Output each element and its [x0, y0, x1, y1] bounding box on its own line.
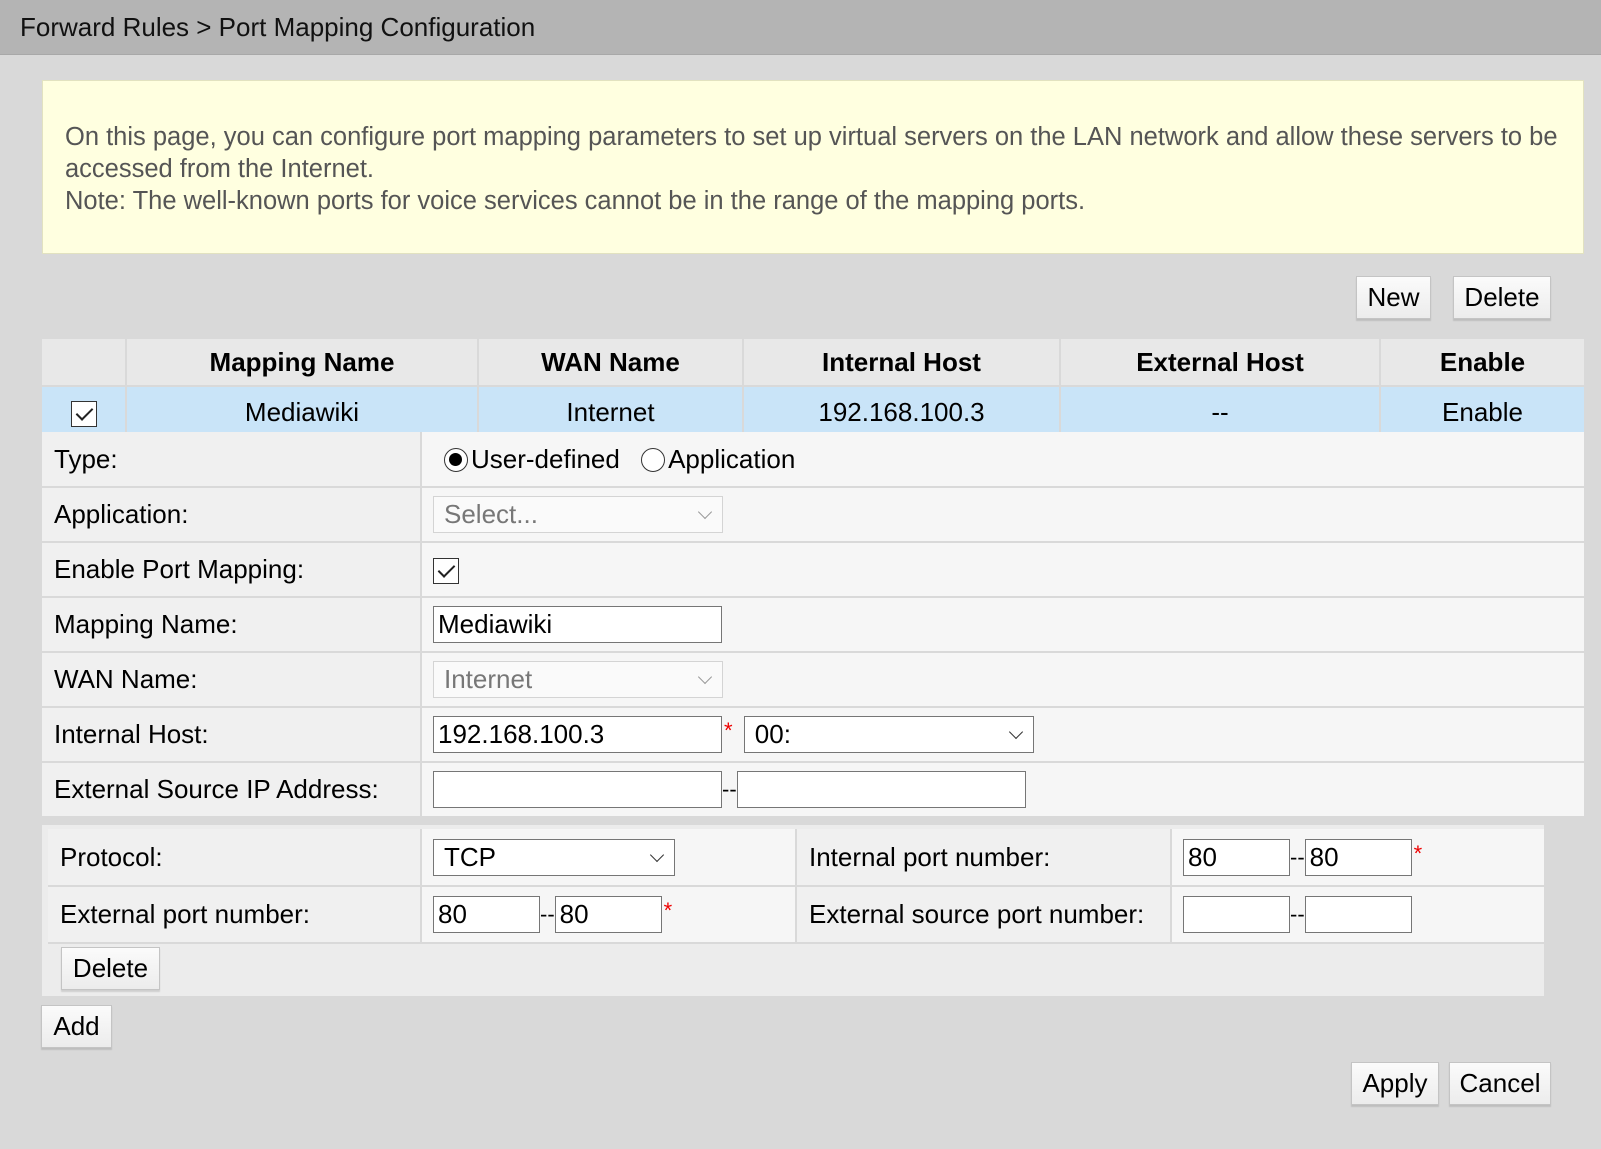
enable-port-mapping-field [421, 542, 1584, 597]
range-separator: -- [1290, 844, 1305, 869]
config-form [42, 432, 1584, 818]
form-row-application [42, 487, 1584, 542]
column-header-wan-name: WAN Name [478, 339, 743, 386]
internal-host-input[interactable]: 192.168.100.3 [433, 716, 722, 753]
cell-enable: Enable [1380, 386, 1584, 437]
external-source-port-start-input[interactable] [1183, 896, 1290, 933]
wan-name-field [421, 652, 1584, 707]
form-row-enable [42, 542, 1584, 597]
info-box [42, 80, 1584, 254]
add-button[interactable]: Add [41, 1005, 112, 1048]
protocol-field [421, 829, 796, 886]
wan-name-select[interactable] [433, 661, 723, 698]
internal-port-label: Internal port number: [796, 829, 1171, 886]
cell-mapping-name: Mediawiki [126, 386, 478, 437]
external-source-ip-field [421, 762, 1584, 817]
protocol-select[interactable] [433, 839, 675, 876]
external-source-ip-label: External Source IP Address: [42, 762, 421, 817]
protocol-select-value: TCP [444, 841, 496, 872]
external-source-ip-end-input[interactable] [737, 771, 1026, 808]
info-note: Note: The well-known ports for voice services cannot be in the range of the mapping ports. [65, 187, 1086, 215]
required-mark: * [724, 718, 733, 743]
new-button[interactable]: New [1356, 276, 1431, 319]
form-row-type [42, 432, 1584, 487]
row-select-cell [42, 386, 126, 437]
chevron-down-icon [650, 847, 664, 861]
row-checkbox[interactable] [71, 401, 97, 427]
column-header-enable: Enable [1380, 339, 1584, 386]
enable-port-mapping-checkbox[interactable] [433, 558, 459, 584]
radio-application-label: Application [668, 444, 796, 475]
column-header-internal-host: Internal Host [743, 339, 1060, 386]
header-bar [0, 0, 1601, 55]
cell-external-host: -- [1060, 386, 1380, 437]
external-port-label: External port number: [48, 886, 421, 943]
enable-port-mapping-label: Enable Port Mapping: [42, 542, 421, 597]
protocol-label: Protocol: [48, 829, 421, 886]
wan-name-label: WAN Name: [42, 652, 421, 707]
external-port-end-input[interactable]: 80 [555, 896, 662, 933]
cell-wan-name: Internet [478, 386, 743, 437]
port-settings-panel [42, 825, 1544, 996]
external-source-port-end-input[interactable] [1305, 896, 1412, 933]
external-source-port-label: External source port number: [796, 886, 1171, 943]
external-source-port-field [1171, 886, 1544, 943]
port-row-2 [48, 886, 1544, 943]
apply-button[interactable]: Apply [1351, 1062, 1439, 1105]
delete-button[interactable]: Delete [1453, 276, 1551, 319]
internal-host-label: Internal Host: [42, 707, 421, 762]
select-column-header [42, 339, 126, 386]
range-separator: -- [540, 901, 555, 927]
mapping-table [42, 339, 1584, 437]
internal-host-device-value: 00: [754, 719, 791, 749]
type-field [421, 432, 1584, 487]
external-source-ip-start-input[interactable] [433, 771, 722, 808]
internal-host-field [421, 707, 1584, 762]
radio-user-defined-label: User-defined [471, 444, 620, 475]
application-select-value: Select... [444, 499, 538, 529]
internal-port-end-input[interactable]: 80 [1305, 839, 1412, 876]
mapping-name-input[interactable]: Mediawiki [433, 606, 722, 643]
radio-application[interactable] [641, 448, 665, 472]
column-header-external-host: External Host [1060, 339, 1380, 386]
delete-port-button[interactable]: Delete [61, 947, 160, 990]
table-row[interactable] [42, 386, 1584, 437]
external-port-start-input[interactable]: 80 [433, 896, 540, 933]
required-mark: * [1413, 840, 1423, 866]
port-row-1 [48, 829, 1544, 886]
column-header-mapping-name: Mapping Name [126, 339, 478, 386]
internal-port-start-input[interactable]: 80 [1183, 839, 1290, 876]
range-separator: -- [722, 776, 737, 802]
application-label: Application: [42, 487, 421, 542]
mapping-name-label: Mapping Name: [42, 597, 421, 652]
range-separator: -- [1290, 901, 1305, 927]
external-port-field [421, 886, 796, 943]
cell-internal-host: 192.168.100.3 [743, 386, 1060, 437]
form-row-mapping-name [42, 597, 1584, 652]
chevron-down-icon [1009, 725, 1023, 739]
chevron-down-icon [698, 670, 712, 684]
radio-user-defined[interactable] [444, 448, 468, 472]
mapping-name-field [421, 597, 1584, 652]
breadcrumb: Forward Rules > Port Mapping Configuration [20, 12, 536, 42]
form-row-wan-name [42, 652, 1584, 707]
application-field [421, 487, 1584, 542]
form-row-internal-host [42, 707, 1584, 762]
form-row-external-source-ip [42, 762, 1584, 817]
required-mark: * [663, 898, 673, 923]
info-description: On this page, you can configure port mapping parameters to set up virtual servers on the LAN network and allow these servers to be accessed from the Internet. [65, 123, 1558, 183]
wan-name-select-value: Internet [444, 664, 533, 694]
chevron-down-icon [698, 505, 712, 519]
port-settings-table [48, 829, 1544, 944]
table-header-row [42, 339, 1584, 386]
internal-host-device-select[interactable] [744, 716, 1034, 753]
cancel-button[interactable]: Cancel [1449, 1062, 1551, 1105]
internal-port-field [1171, 829, 1544, 886]
application-select[interactable] [433, 496, 723, 533]
type-label: Type: [42, 432, 421, 487]
